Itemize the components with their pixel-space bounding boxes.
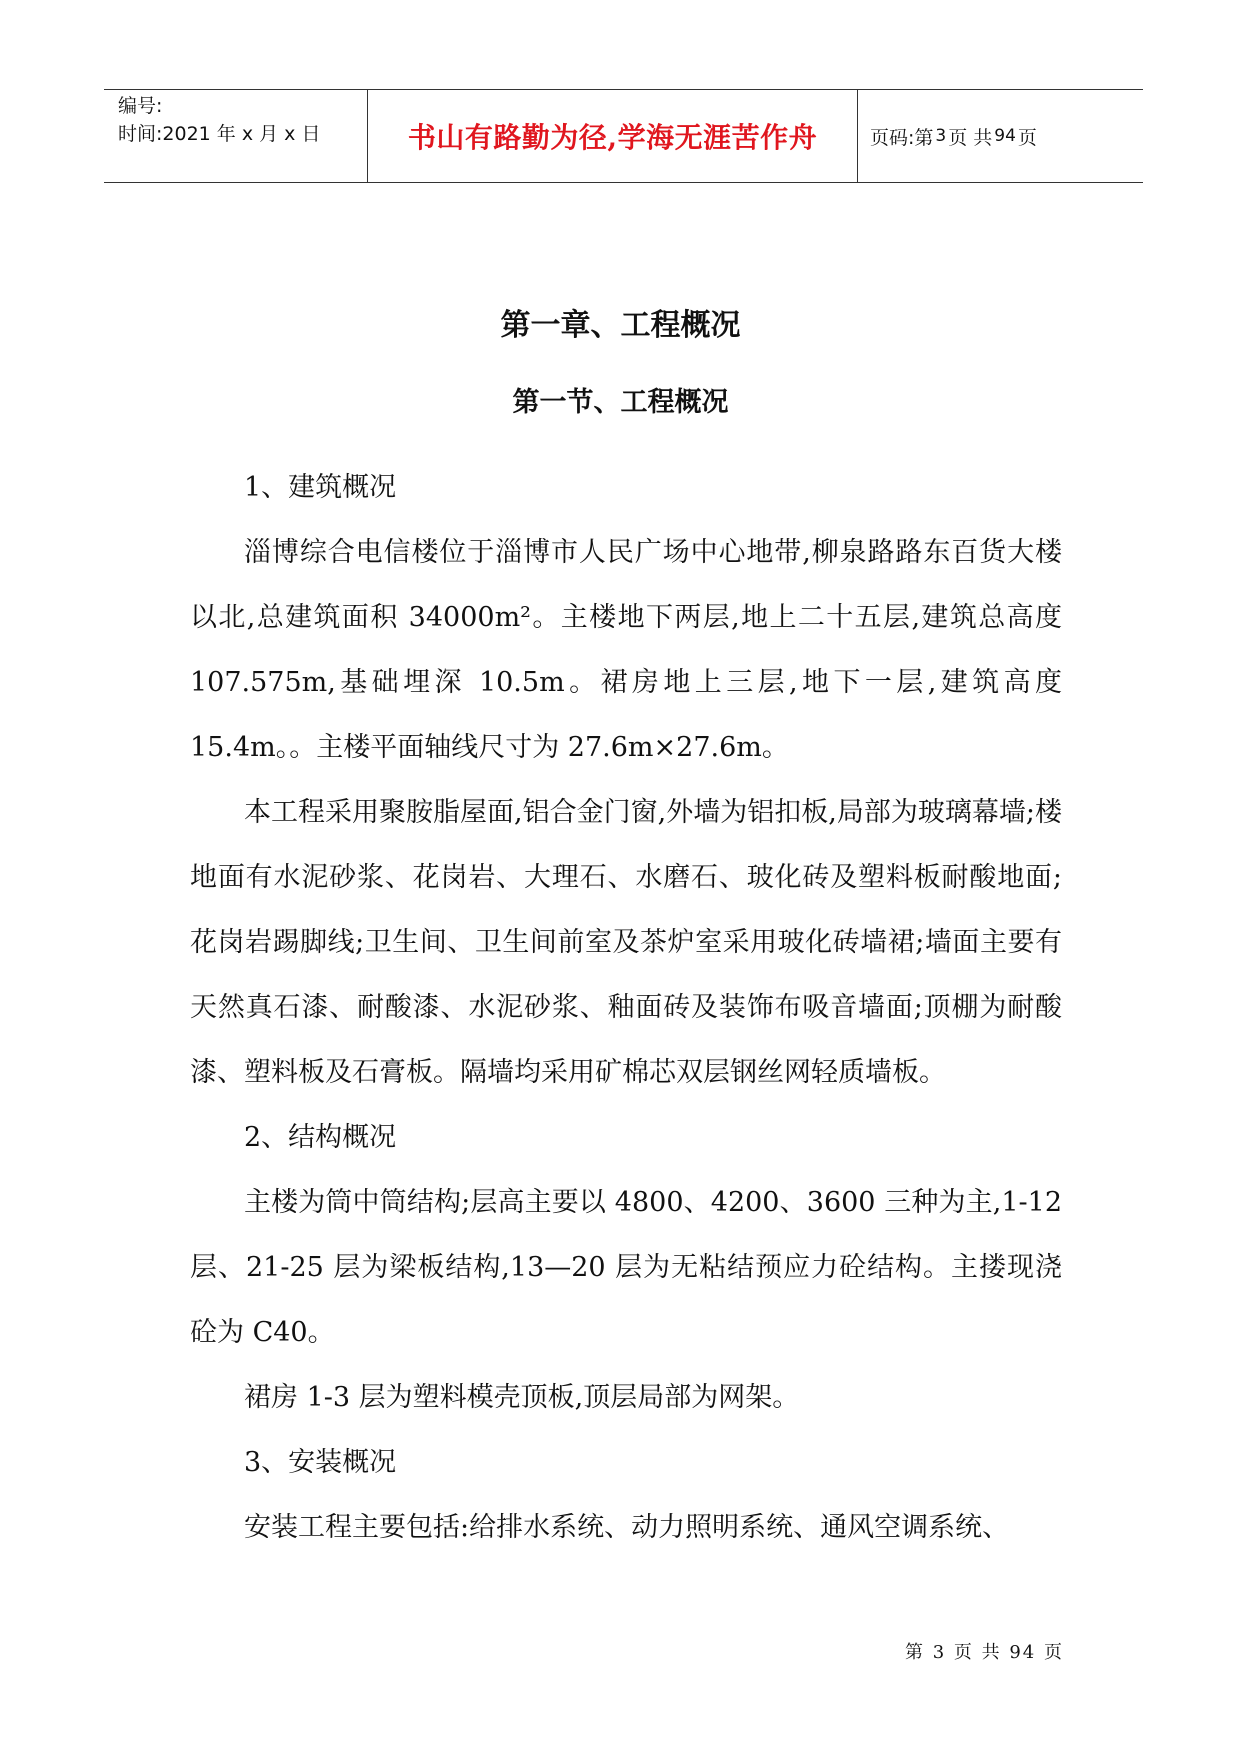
page-mid: 页 共 xyxy=(948,126,993,149)
heading-structure-overview: 2、结构概况 xyxy=(244,1122,397,1153)
page-total: 94 xyxy=(994,126,1016,146)
heading-installation-overview: 3、安装概况 xyxy=(244,1447,397,1478)
header-motto: 书山有路勤为径,学海无涯苦作舟 xyxy=(368,90,858,182)
page-suffix: 页 xyxy=(1017,126,1037,149)
document-body xyxy=(190,455,1062,1560)
page-prefix: 页码:第 xyxy=(870,126,934,149)
document-time: 时间:2021 年 x 月 x 日 xyxy=(118,123,321,145)
paragraph-finishes: 本工程采用聚胺脂屋面,铝合金门窗,外墙为铝扣板,局部为玻璃幕墙;楼地面有水泥砂浆、花岗岩、大理石、水磨石、玻化砖及塑料板耐酸地面;花岗岩踢脚线;卫生间、卫生间前室及茶炉室采用玻化砖墙裙;墙面主要有天然真石漆、耐酸漆、水泥砂浆、釉面砖及装饰布吸音墙面;顶棚为耐酸漆、塑料板及石膏板。隔墙均采用矿棉芯双层钢丝网轻质墙板。 xyxy=(190,797,1062,1088)
page-header xyxy=(104,89,1143,183)
paragraph-installation: 安装工程主要包括:给排水系统、动力照明系统、通风空调系统、 xyxy=(244,1512,1010,1543)
page-current: 3 xyxy=(935,126,947,146)
header-page-info xyxy=(858,90,1143,182)
header-meta xyxy=(104,90,368,182)
page-footer: 第 3 页 共 94 页 xyxy=(905,1642,1064,1663)
chapter-title: 第一章、工程概况 xyxy=(500,308,741,343)
heading-building-overview: 1、建筑概况 xyxy=(244,472,397,503)
section-title: 第一节、工程概况 xyxy=(512,387,729,418)
document-number-label: 编号: xyxy=(118,95,163,117)
paragraph-building-description: 淄博综合电信楼位于淄博市人民广场中心地带,柳泉路路东百货大楼以北,总建筑面积 34000m²。主楼地下两层,地上二十五层,建筑总高度 107.575m,基础埋深 10.5m。裙房地上三层,地下一层,建筑高度 15.4m。。主楼平面轴线尺寸为 27.6m×27.6m。 xyxy=(190,537,1062,763)
paragraph-podium: 裙房 1-3 层为塑料模壳顶板,顶层局部为网架。 xyxy=(244,1382,800,1413)
paragraph-structure: 主楼为筒中筒结构;层高主要以 4800、4200、3600 三种为主,1-12 层、21-25 层为梁板结构,13—20 层为无粘结预应力砼结构。主搂现浇砼为 C40。 xyxy=(190,1187,1062,1348)
